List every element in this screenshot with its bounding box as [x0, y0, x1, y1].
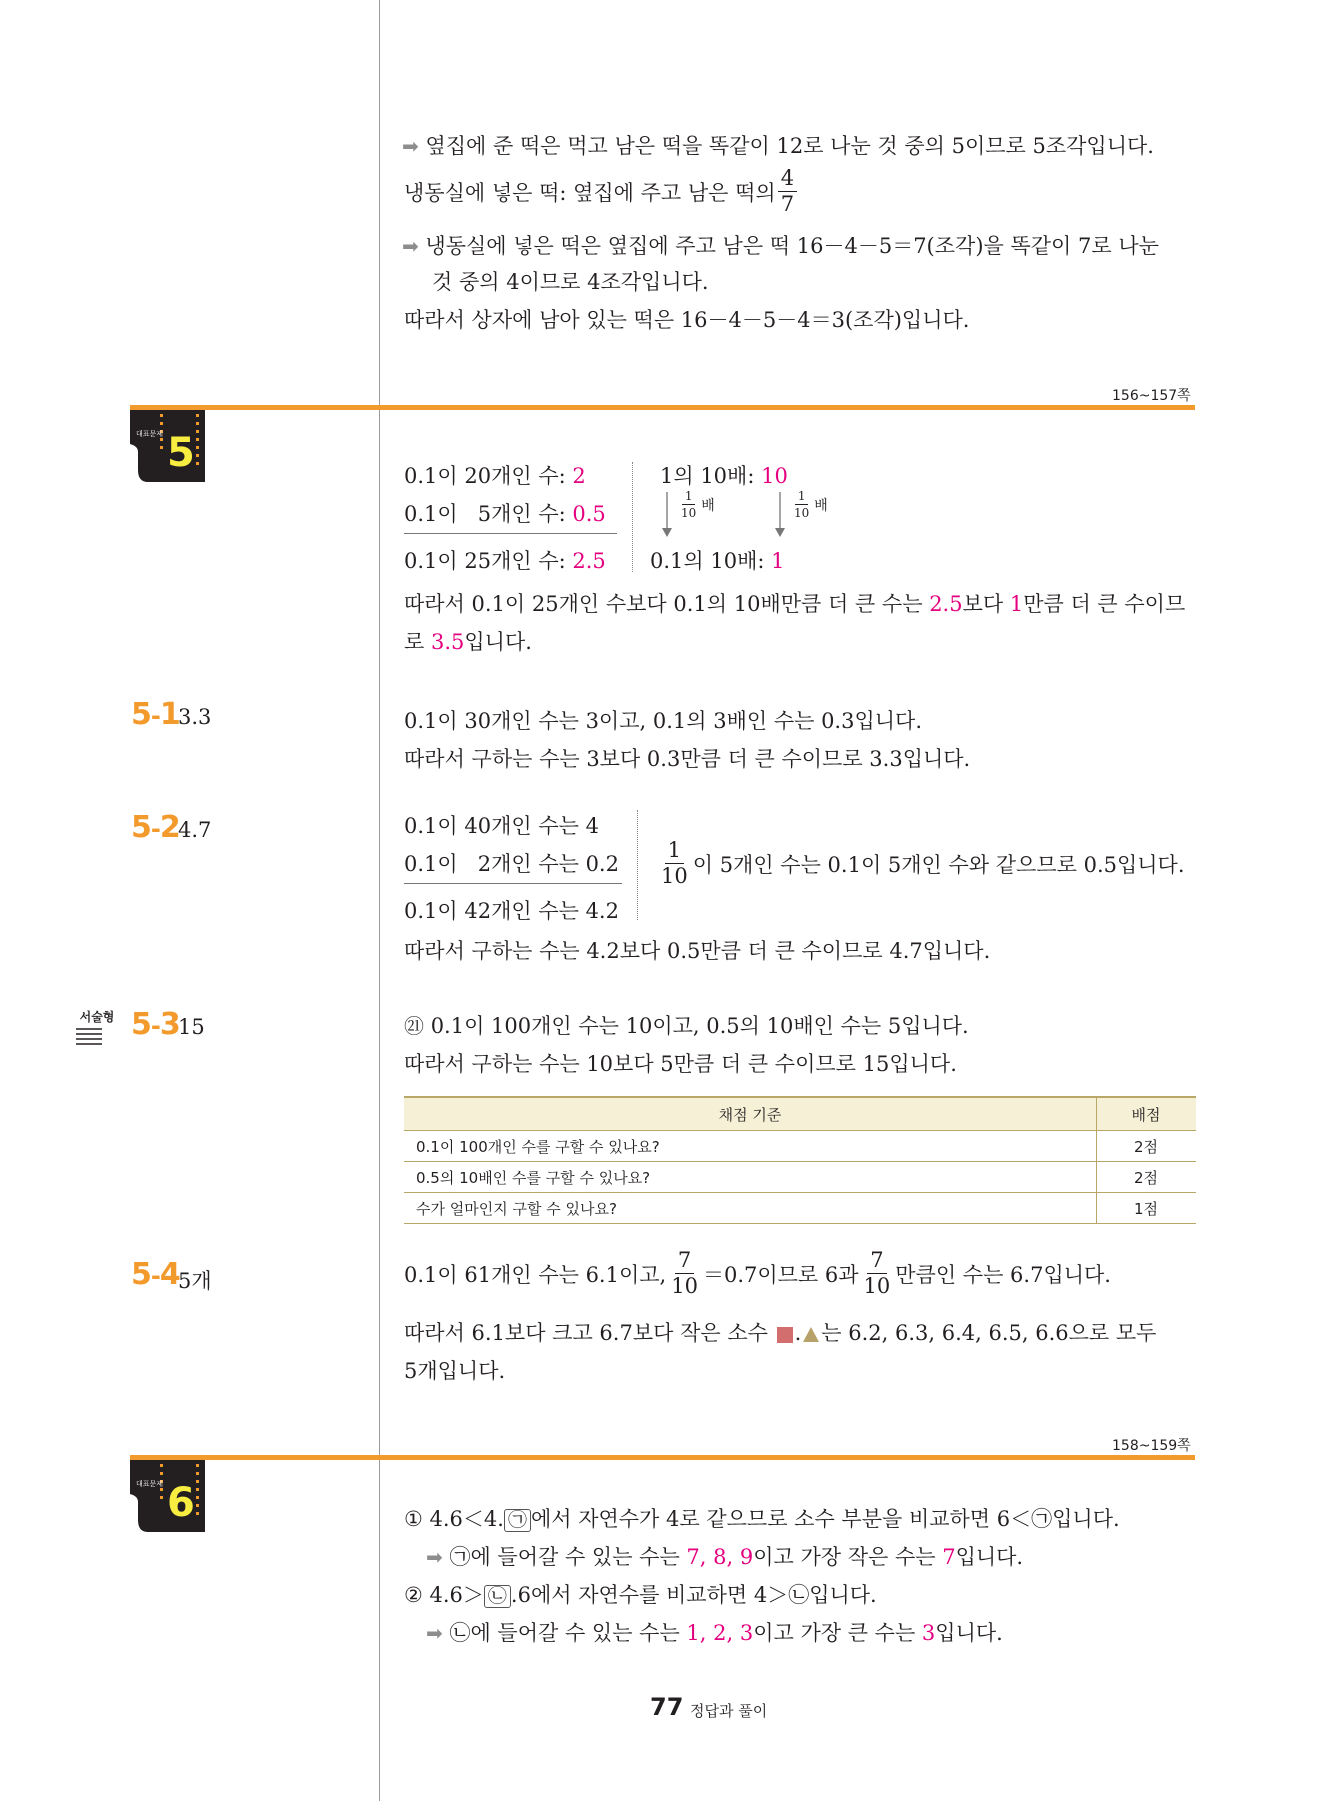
header-points: 배점 — [1097, 1097, 1197, 1131]
top-line-5: 따라서 상자에 남아 있는 떡은 16－4－5－4＝3(조각)입니다. — [404, 308, 970, 332]
rep5-a1: 0.1이 20개인 수: 2 — [404, 464, 586, 488]
p51-line-2: 따라서 구하는 수는 3보다 0.3만큼 더 큰 수이므로 3.3입니다. — [404, 747, 971, 771]
p54-line-2: 따라서 6.1보다 크고 6.7보다 작은 소수 . 는 6.2, 6.3, 6.4, 6.5, 6.6으로 모두 — [404, 1321, 1157, 1345]
dotted-separator — [632, 462, 633, 572]
p53-line-2: 따라서 구하는 수는 10보다 5만큼 더 큰 수이므로 15입니다. — [404, 1052, 957, 1076]
rep5-conclusion-2: 로 3.5입니다. — [404, 630, 532, 654]
section-divider — [130, 1455, 1195, 1460]
answer: 4.7 — [178, 818, 212, 842]
p52-a1: 0.1이 40개인 수는 4 — [404, 814, 599, 838]
sum-rule — [404, 883, 622, 884]
rep-problem-badge — [130, 410, 205, 482]
table-row: 0.1이 100개인 수를 구할 수 있나요? 2점 — [404, 1131, 1196, 1162]
dotted-separator — [637, 810, 638, 920]
p52-conclusion: 따라서 구하는 수는 4.2보다 0.5만큼 더 큰 수이므로 4.7입니다. — [404, 939, 991, 963]
scoring-table — [404, 1096, 1196, 1224]
arrow-right-icon: ➡ — [426, 1621, 443, 1645]
top-line-1: ➡ 옆집에 준 떡은 먹고 남은 떡을 똑같이 12로 나눈 것 중의 5이므로 5조각입니다. — [402, 134, 1154, 158]
rep-problem-badge — [130, 1460, 205, 1532]
arrow-right-icon: ➡ — [402, 234, 419, 258]
p52-a2: 0.1이 2개인 수는 0.2 — [404, 852, 619, 876]
problem-number: 5-3 — [131, 1007, 180, 1042]
times-tenth-left: $\frac{1}{10}$ 배 — [681, 489, 715, 520]
rep5-b1: 1의 10배: 10 — [660, 464, 788, 488]
table-header-row — [404, 1097, 1196, 1131]
svg-text:대표문제: 대표문제 — [136, 1480, 164, 1488]
center-divider — [379, 0, 380, 1801]
rep6-line-1: ① 4.6＜4. ㉠ 에서 자연수가 4로 같으므로 소수 부분을 비교하면 6＜㉠입니다. — [404, 1507, 1120, 1531]
rep6-line-3: ② 4.6＞ ㉡ .6에서 자연수를 비교하면 4＞㉡입니다. — [404, 1583, 877, 1607]
p52-a3: 0.1이 42개인 수는 4.2 — [404, 899, 619, 923]
top-line-2: 냉동실에 넣은 떡: 옆집에 주고 남은 떡의 $\frac{4}{7}$ — [404, 168, 799, 215]
answer: 15 — [178, 1015, 205, 1039]
fraction: $\frac{4}{7}$ — [778, 168, 797, 215]
rep5-conclusion-1: 따라서 0.1이 25개인 수보다 0.1의 10배만큼 더 큰 수는 2.5보다 1만큼 더 큰 수이므 — [404, 592, 1186, 616]
sum-rule — [404, 533, 617, 534]
problem-number: 5-4 — [131, 1257, 180, 1292]
p52-side-text: $\frac{1}{10}$ 이 5개인 수는 0.1이 5개인 수와 같으므로 0.5입니다. — [661, 838, 1185, 888]
rep5-a3: 0.1이 25개인 수: 2.5 — [404, 549, 606, 573]
table-row: 0.5의 10배인 수를 구할 수 있나요? 2점 — [404, 1162, 1196, 1193]
arrow-right-icon: ➡ — [426, 1545, 443, 1569]
descriptive-tag: 서술형 — [74, 1008, 120, 1052]
lines-icon — [74, 1025, 120, 1047]
page-ref: 158~159쪽 — [1112, 1438, 1191, 1454]
top-line-3: ➡ 냉동실에 넣은 떡은 옆집에 주고 남은 떡 16－4－5＝7(조각)을 똑같이 7로 나눈 — [402, 234, 1159, 258]
rep5-b2: 0.1의 10배: 1 — [650, 549, 785, 573]
problem-number: 5-2 — [131, 810, 180, 845]
problem-number: 5-1 — [131, 697, 180, 732]
example-mark: ㉑ — [404, 1014, 424, 1038]
arrow-right-icon: ➡ — [402, 134, 419, 158]
svg-text:5: 5 — [167, 430, 195, 476]
rep6-line-4: ➡ ㉡에 들어갈 수 있는 수는 1, 2, 3이고 가장 큰 수는 3입니다. — [426, 1621, 1003, 1645]
times-tenth-right: $\frac{1}{10}$ 배 — [794, 489, 828, 520]
p51-line-1: 0.1이 30개인 수는 3이고, 0.1의 3배인 수는 0.3입니다. — [404, 709, 923, 733]
svg-text:6: 6 — [167, 1480, 195, 1526]
page-ref: 156~157쪽 — [1112, 388, 1191, 404]
p54-line-1: 0.1이 61개인 수는 6.1이고, $\frac{7}{10}$ ＝0.7이므로 6과 $\frac{7}{10}$ 만큼인 수는 6.7입니다. — [404, 1248, 1111, 1298]
table-row: 수가 얼마인지 구할 수 있나요? 1점 — [404, 1193, 1196, 1224]
top-line-4: 것 중의 4이므로 4조각입니다. — [432, 270, 709, 294]
header-criteria: 채점 기준 — [404, 1097, 1097, 1131]
rep5-a2: 0.1이 5개인 수: 0.5 — [404, 502, 606, 526]
section-divider — [130, 405, 1195, 410]
footer-label: 정답과 풀이 — [690, 1702, 768, 1720]
square-icon — [777, 1327, 793, 1343]
page-number: 77 — [650, 1693, 684, 1721]
p54-line-3: 5개입니다. — [404, 1359, 506, 1383]
answer: 3.3 — [178, 705, 212, 729]
p53-line-1: ㉑ 0.1이 100개인 수는 10이고, 0.5의 10배인 수는 5입니다. — [404, 1014, 969, 1038]
rep6-line-2: ➡ ㉠에 들어갈 수 있는 수는 7, 8, 9이고 가장 작은 수는 7입니다. — [426, 1545, 1024, 1569]
triangle-icon — [803, 1327, 819, 1342]
answer: 5개 — [178, 1269, 212, 1293]
svg-text:대표문제: 대표문제 — [136, 430, 164, 438]
